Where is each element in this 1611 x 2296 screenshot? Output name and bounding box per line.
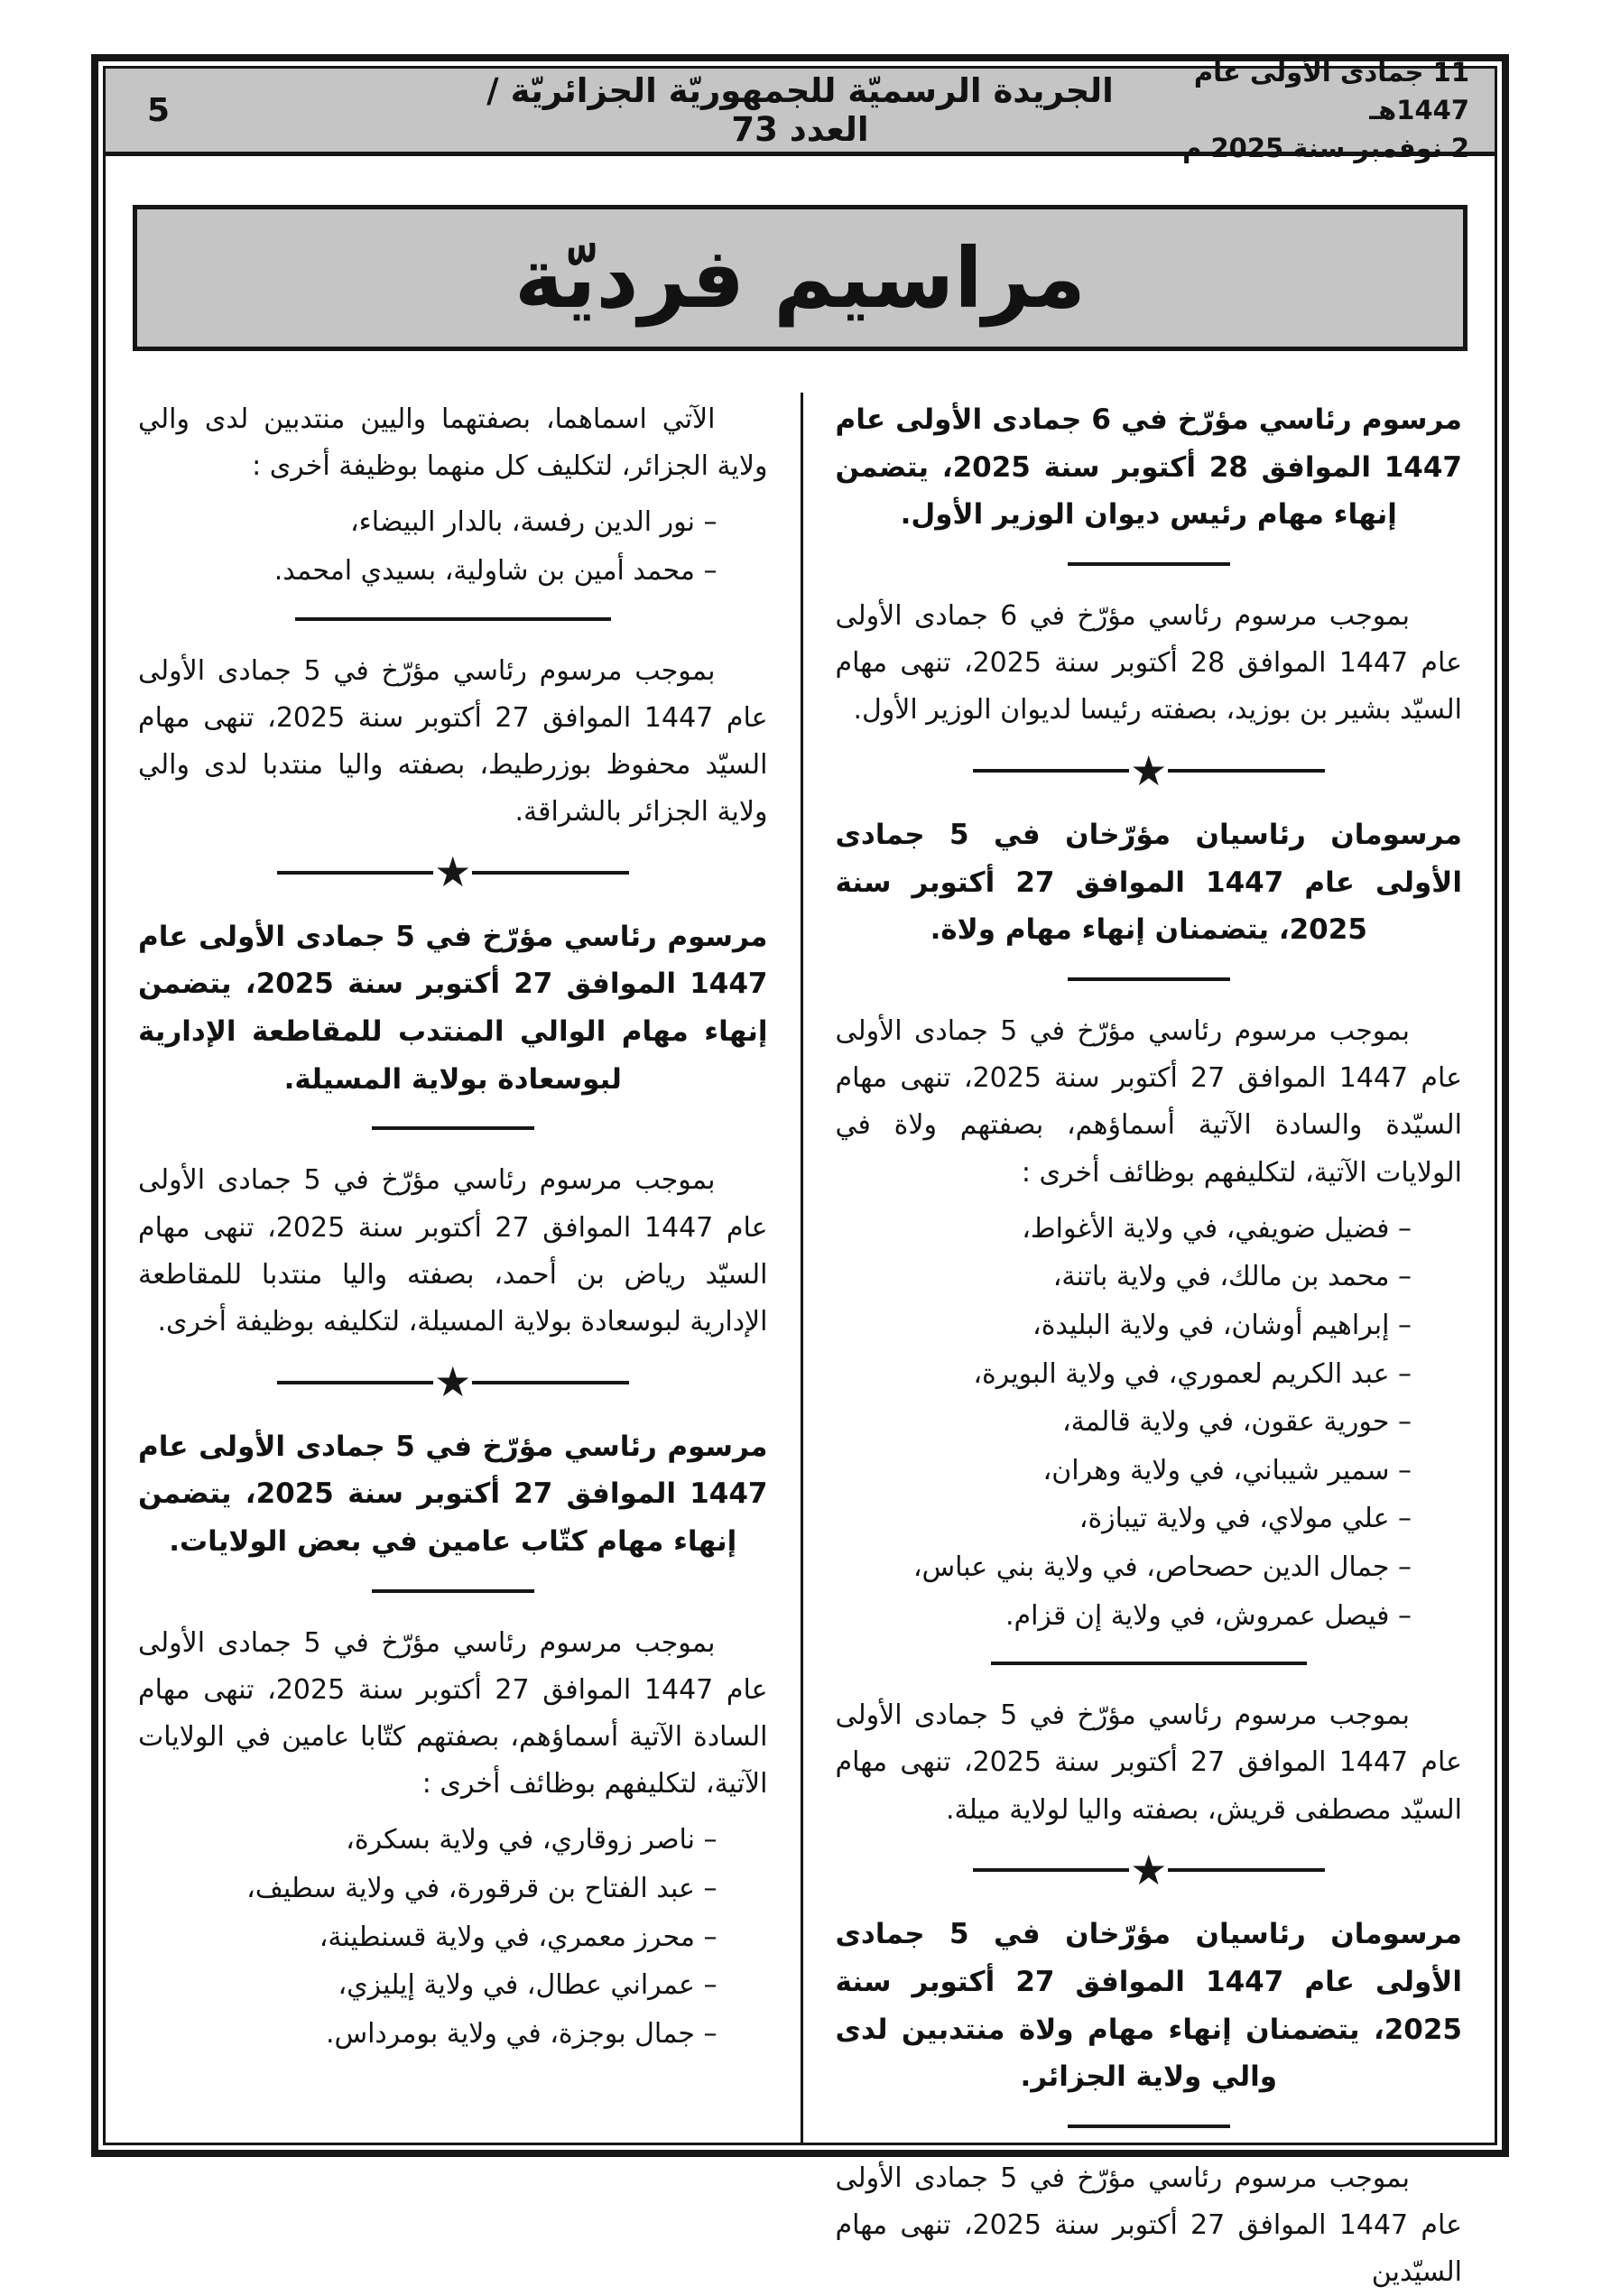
separator-line (277, 871, 433, 875)
list-item: – عبد الفتاح بن قرقورة، في ولاية سطيف، (246, 1873, 718, 1904)
page-number: 5 (147, 91, 171, 129)
separator-line (472, 871, 628, 875)
separator-line (991, 1662, 1307, 1665)
page-frame-inner (103, 56, 1497, 2289)
column-right (801, 393, 1495, 2289)
star-separator (277, 847, 629, 897)
list-item: – حورية عقون، في ولاية قالمة، (1061, 1406, 1412, 1439)
star-separator (277, 1357, 629, 1407)
list-item: – محرز معمري، في ولاية قسنطينة، (319, 1921, 718, 1953)
column-left (106, 393, 801, 2143)
decree-body: بموجب مرسوم رئاسي مؤرّخ في 5 جمادى الأولى عام 1447 الموافق 27 أكتوبر سنة 2025، تنهى مهام السادة الآتية أسماؤهم، بصفتهم كتّابا عامين في الولايات الآتية، لتكليفهم بوظائف أخرى : (138, 1626, 768, 1801)
separator-line (1168, 769, 1324, 773)
decree-body: بموجب مرسوم رئاسي مؤرّخ في 5 جمادى الأولى عام 1447 الموافق 27 أكتوبر سنة 2025، تنهى مهام السيّد مصطفى قريش، بصفته واليا لولاية ميلة. (835, 1699, 1462, 1826)
list-item: – نور الدين رفسة، بالدار البيضاء، (349, 506, 718, 539)
list-item: – ناصر زوقاري، في ولاية بسكرة، (346, 1824, 718, 1856)
list-item: – فيصل عمروش، في ولاية إن قزام. (1005, 1599, 1412, 1632)
separator-line (973, 769, 1129, 773)
decree-body: بموجب مرسوم رئاسي مؤرّخ في 5 جمادى الأولى عام 1447 الموافق 27 أكتوبر سنة 2025، تنهى مهام السيّدين (835, 2162, 1462, 2289)
issue-dates (1144, 53, 1469, 167)
list-item: – جمال الدين حصحاص، في ولاية بني عباس، (912, 1551, 1412, 1583)
decree-body-continued: الآتي اسماهما، بصفتهما واليين منتدبين لدى والي ولاية الجزائر، لتكليف كل منهما بوظيفة أخرى : (138, 403, 768, 483)
page-frame (91, 54, 1509, 2289)
star-icon: ★ (434, 1357, 472, 1407)
separator-line (1068, 2125, 1230, 2128)
journal-title: الجريدة الرسميّة للجمهوريّة الجزائريّة / العدد 73 (486, 71, 1114, 149)
list-item: – عمراني عطال، في ولاية إيليزي، (338, 1969, 718, 2002)
decree-body: بموجب مرسوم رئاسي مؤرّخ في 5 جمادى الأولى عام 1447 الموافق 27 أكتوبر سنة 2025، تنهى مهام السيّد محفوظ بوزرطيط، بصفته واليا منتدبا لدى والي ولاية الجزائر بالشراقة. (138, 654, 768, 829)
section-banner: مراسيم فرديّة (133, 205, 1467, 351)
list-item: – جمال بوجزة، في ولاية بومرداس. (325, 2017, 718, 2050)
separator-line (277, 1381, 433, 1384)
separator-line (1068, 562, 1230, 566)
list-item: – فضيل ضويفي، في ولاية الأغواط، (1022, 1212, 1412, 1245)
list-item: – محمد أمين بن شاولية، بسيدي امحمد. (273, 554, 718, 587)
separator-line (372, 1126, 534, 1130)
hijri-date: 11 جمادى الأولى عام 1447هـ (1193, 56, 1469, 125)
list-item: – سمير شيباني، في ولاية وهران، (1042, 1454, 1412, 1486)
decree-title: مرسوم رئاسي مؤرّخ في 5 جمادى الأولى عام 1447 الموافق 27 أكتوبر سنة 2025، يتضمن إنهاء مهام الوالي المنتدب للمقاطعة الإدارية لبوسعادة بولاية المسيلة. (138, 920, 768, 1096)
list-item: – إبراهيم أوشان، في ولاية البليدة، (1032, 1310, 1412, 1342)
decree-body: بموجب مرسوم رئاسي مؤرّخ في 5 جمادى الأولى عام 1447 الموافق 27 أكتوبر سنة 2025، تنهى مهام السيّد رياض بن أحمد، بصفته واليا منتدبا للمقاطعة الإدارية لبوسعادة بولاية المسيلة، لتكليفه بوظيفة أخرى. (138, 1164, 768, 1338)
decree-title: مرسومان رئاسيان مؤرّخان في 5 جمادى الأولى عام 1447 الموافق 27 أكتوبر سنة 2025، يتضمنان إنهاء مهام ولاة منتدبين لدى والي ولاية الجزائر. (835, 1918, 1462, 2094)
separator-line (472, 1381, 628, 1384)
separator-line (1068, 977, 1230, 981)
gregorian-date: 2 نوفمبر سنة 2025 م (1182, 133, 1469, 164)
star-icon: ★ (1130, 745, 1168, 795)
separator-line (295, 617, 611, 621)
list-item: – علي مولاي، في ولاية تيبازة، (1079, 1503, 1412, 1535)
decree-body: بموجب مرسوم رئاسي مؤرّخ في 5 جمادى الأولى عام 1447 الموافق 27 أكتوبر سنة 2025، تنهى مهام السيّدة والسادة الآتية أسماؤهم، بصفتهم ولاة في الولايات الآتية، لتكليفهم بوظائف أخرى : (835, 1015, 1462, 1189)
star-icon: ★ (1130, 1845, 1168, 1894)
star-icon: ★ (434, 847, 472, 897)
columns (106, 393, 1495, 2289)
decree-title: مرسوم رئاسي مؤرّخ في 6 جمادى الأولى عام 1447 الموافق 28 أكتوبر سنة 2025، يتضمن إنهاء مهام رئيس ديوان الوزير الأول. (835, 403, 1462, 532)
list-item: – محمد بن مالك، في ولاية باتنة، (1052, 1261, 1412, 1293)
star-separator (973, 745, 1325, 795)
separator-line (973, 1868, 1129, 1872)
separator-line (1168, 1868, 1324, 1872)
decree-body: بموجب مرسوم رئاسي مؤرّخ في 6 جمادى الأولى عام 1447 الموافق 28 أكتوبر سنة 2025، تنهى مهام السيّد بشير بن بوزيد، بصفته رئيسا لديوان الوزير الأول. (835, 600, 1462, 727)
decree-title: مرسومان رئاسيان مؤرّخان في 5 جمادى الأولى عام 1447 الموافق 27 أكتوبر سنة 2025، يتضمنان إنهاء مهام ولاة. (835, 819, 1462, 947)
masthead (106, 56, 1495, 164)
star-separator (973, 1845, 1325, 1894)
decree-title: مرسوم رئاسي مؤرّخ في 5 جمادى الأولى عام 1447 الموافق 27 أكتوبر سنة 2025، يتضمن إنهاء مهام كتّاب عامين في بعض الولايات. (138, 1430, 768, 1558)
list-item: – عبد الكريم لعموري، في ولاية البويرة، (973, 1357, 1412, 1390)
separator-line (372, 1589, 534, 1593)
